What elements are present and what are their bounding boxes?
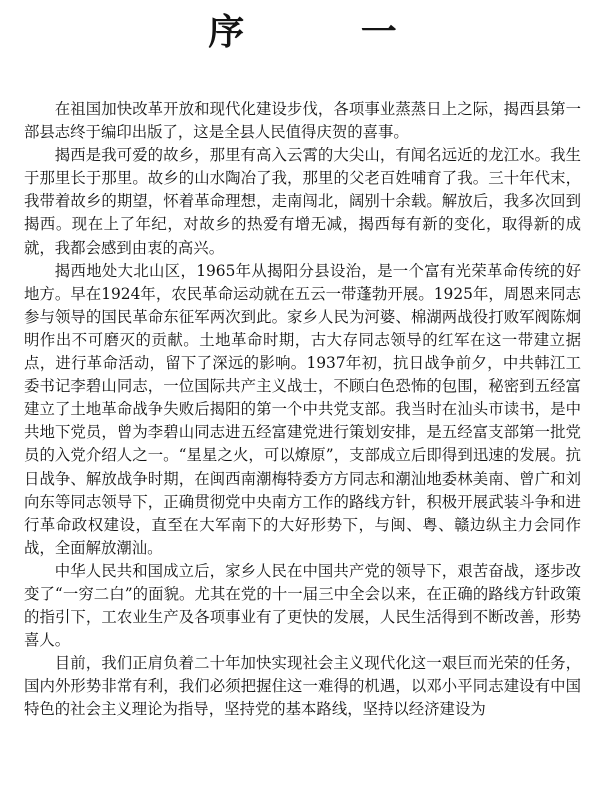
paragraph-1: 在祖国加快改革开放和现代化建设步伐，各项事业蒸蒸日上之际，揭西县第一部县志终于编印出版了，这是全县人民值得庆贺的喜事。 <box>24 100 581 142</box>
paragraph-2: 揭西是我可爱的故乡，那里有高入云霄的大尖山，有闻名远近的龙江水。我生于那里长于那里。故乡的山水陶冶了我，那里的父老百姓哺育了我。三十年代末，我带着故乡的期望，怀着革命理想，走南闯北，阔别十余载。解放后，我多次回到揭西。现在上了年纪，对故乡的热爱有增无减，揭西每有新的变化，取得新的成就，我都会感到由衷的高兴。 <box>24 146 581 257</box>
page-title: 序 一 <box>208 11 449 53</box>
paragraph-5: 目前，我们正肩负着二十年加快实现社会主义现代化这一艰巨而光荣的任务，国内外形势非常有利，我们必须把握住这一难得的机遇，以邓小平同志建设有中国特色的社会主义理论为指导，坚持党的基本路线，坚持以经济建设为 <box>24 654 581 719</box>
paragraph-3: 揭西地处大北山区，1965年从揭阳分县设治，是一个富有光荣革命传统的好地方。早在1924年，农民革命运动就在五云一带蓬勃开展。1925年，周恩来同志参与领导的国民革命东征军两次到此。家乡人民为河婆、棉湖两战役打败军阀陈炯明作出不可磨灭的贡献。土地革命时期，古大存同志领导的红军在这一带建立据点，进行革命活动，留下了深远的影响。1937年初，抗日战争前夕，中共韩江工委书记李碧山同志，一位国际共产主义战士，不顾白色恐怖的包围，秘密到五经富建立了土地革命战争失败后揭阳的第一个中共党支部。我当时在汕头市读书，是中共地下党员，曾为李碧山同志进五经富建党进行策划安排，是五经富支部第一批党员的入党介绍人之一。“星星之火，可以燎原”，支部成立后即得到迅速的发展。抗日战争、解放战争时期，在闽西南潮梅特委方方同志和潮汕地委林美南、曾广和刘向东等同志领导下，正确贯彻党中央南方工作的路线方针，积极开展武装斗争和进行革命政权建设，直至在大军南下的大好形势下，与闽、粤、赣边纵主力会同作战，全面解放潮汕。 <box>24 261 581 557</box>
paragraph-4: 中华人民共和国成立后，家乡人民在中国共产党的领导下，艰苦奋战，逐步改变了“一穷二白”的面貌。尤其在党的十一届三中全会以来，在正确的路线方针政策的指引下，工农业生产及各项事业有了更快的发展，人民生活得到不断改善，形势喜人。 <box>24 561 581 650</box>
